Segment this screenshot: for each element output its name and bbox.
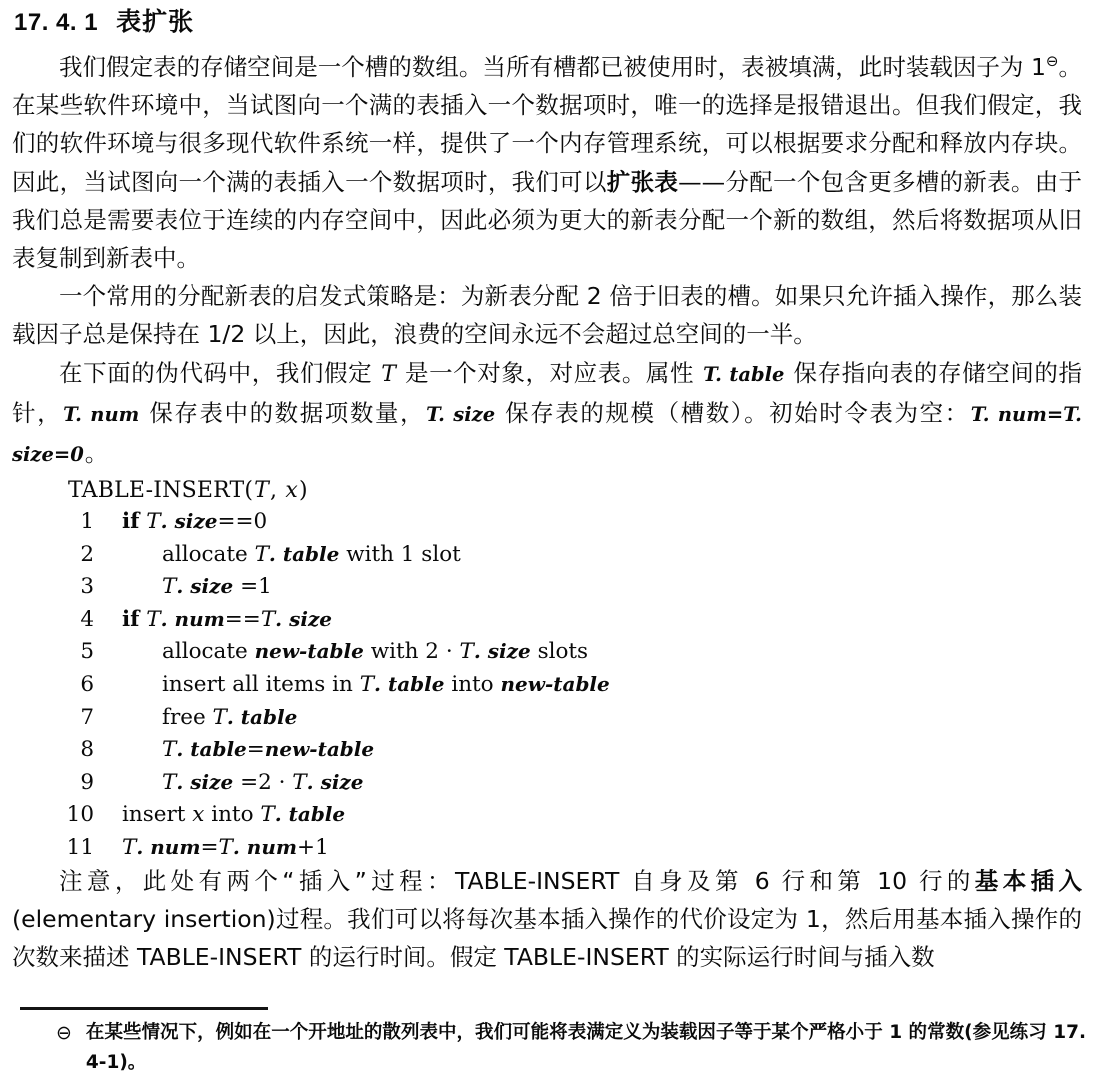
pseudocode-token-number: 1 xyxy=(315,834,329,860)
pseudocode-token-variable: T xyxy=(218,834,233,860)
pseudocode-line-number: 7 xyxy=(80,704,94,730)
pseudocode-line xyxy=(48,802,748,835)
pseudocode-token-variable: T xyxy=(212,704,227,730)
pseudocode-title xyxy=(68,478,748,503)
pseudocode-token-operator: · xyxy=(445,639,453,665)
math-equation-init: T. num=T. size=0 xyxy=(12,402,1082,467)
pseudocode-line xyxy=(48,770,748,803)
pseudocode-token-variable: T xyxy=(146,509,161,534)
math-var-T-1: T xyxy=(381,361,396,387)
pseudocode-arg-sep: , xyxy=(270,478,285,503)
pseudocode-proc-name: TABLE-INSERT( xyxy=(68,478,254,503)
pseudocode-token-identifier: . num xyxy=(136,834,201,859)
paragraph-4-text-b: (elementary insertion)过程。我们可以将每次基本插入操作的代价设定为 1，然后用基本插入操作的次数来描述 TABLE-INSERT 的运行时间。假定 TABLE-INSERT 的实际运行时间与插入数 xyxy=(12,905,1082,972)
pseudocode-lines xyxy=(48,509,748,868)
paragraph-4 xyxy=(12,862,1082,977)
pseudocode-line-content xyxy=(122,802,345,827)
pseudocode-token-operator: = xyxy=(240,574,259,600)
pseudocode-line xyxy=(48,639,748,672)
pseudocode-arg-x: x xyxy=(285,478,299,503)
pseudocode-line-number: 3 xyxy=(80,574,94,600)
footnote-marker: ⊖ xyxy=(56,1022,72,1044)
pseudocode-line xyxy=(48,737,748,770)
pseudocode-token-operator: == xyxy=(224,606,261,632)
pseudocode-token-operator: == xyxy=(217,509,254,534)
pseudocode-token-identifier: . table xyxy=(268,541,340,566)
pseudocode-line-content xyxy=(122,574,272,599)
pseudocode-token-identifier: new-table xyxy=(254,639,364,664)
pseudocode-line xyxy=(48,705,748,738)
pseudocode-token-variable: T xyxy=(162,769,177,795)
pseudocode-token-number: 1 xyxy=(258,574,272,600)
pseudocode-token-number: 2 xyxy=(258,769,272,795)
pseudocode-line-number: 8 xyxy=(80,737,94,763)
pseudocode-line-content xyxy=(122,607,332,632)
pseudocode-line-number: 9 xyxy=(80,769,94,795)
paragraph-3-text-f: 。 xyxy=(84,439,109,468)
pseudocode-token-variable: x xyxy=(192,802,205,828)
footnote-reference-marker: ⊖ xyxy=(1045,52,1059,71)
section-number: 17. 4. 1 xyxy=(14,9,99,36)
math-attr-T-table: T. table xyxy=(703,362,785,386)
pseudocode-block xyxy=(48,478,748,868)
pseudocode-arg-T: T xyxy=(254,478,270,503)
paragraph-1-text-b: 。在某些软件环境中，当试图向一个满的表插入一个数据项时，唯一的选择是报错退出。但我们假定，我们的软件环境与很多现代软件系统一样，提供了一个内存管理系统，可以根据要求分配和释放内存块。因此，当试图向一个满的表插入一个数据项时，我们可以 xyxy=(12,53,1083,196)
paragraph-1 xyxy=(12,48,1082,277)
pseudocode-token-text xyxy=(453,639,460,664)
pseudocode-line-content xyxy=(122,639,588,664)
pseudocode-line xyxy=(48,607,748,640)
paragraph-4-emphasis: 基本插入 xyxy=(974,867,1083,895)
pseudocode-token-text: into xyxy=(204,802,261,828)
paragraph-1-text-a: 我们假定表的存储空间是一个槽的数组。当所有槽都已被使用时，表被填满，此时装载因子为 1 xyxy=(59,53,1046,81)
body-text-block xyxy=(12,48,1082,474)
pseudocode-token-text: allocate xyxy=(162,541,255,567)
pseudocode-token-keyword: if xyxy=(122,509,140,534)
pseudocode-token-text: insert xyxy=(122,802,193,828)
pseudocode-line-content xyxy=(122,770,364,795)
pseudocode-token-variable: T xyxy=(260,606,276,632)
pseudocode-token-identifier: . num xyxy=(232,834,298,859)
footnote-separator-rule xyxy=(20,1007,268,1010)
math-attr-T-size: T. size xyxy=(426,402,496,426)
pseudocode-token-text: slots xyxy=(530,639,589,665)
pseudocode-token-identifier: . table xyxy=(176,737,247,762)
pseudocode-line-content xyxy=(122,542,461,567)
pseudocode-token-identifier: . table xyxy=(226,704,298,729)
pseudocode-token-identifier: . size xyxy=(176,769,234,794)
pseudocode-paren-close: ) xyxy=(299,478,308,503)
pseudocode-line xyxy=(48,509,748,542)
pseudocode-line-number: 1 xyxy=(80,509,94,534)
paragraph-3-text-e: 保存表的规模（槽数）。初始时令表为空： xyxy=(496,398,970,427)
pseudocode-token-variable: T xyxy=(260,802,275,828)
pseudocode-line-number: 6 xyxy=(80,671,94,697)
paragraph-2 xyxy=(12,277,1082,353)
pseudocode-token-operator: + xyxy=(297,834,316,860)
pseudocode-token-identifier: . size xyxy=(160,509,218,533)
pseudocode-token-identifier: . table xyxy=(274,802,346,827)
paragraph-3-text-c: 保存指向表的存储空间的指针， xyxy=(12,358,1082,427)
pseudocode-token-keyword: if xyxy=(122,606,140,632)
pseudocode-line-number: 2 xyxy=(80,541,94,567)
paragraph-3-text-a: 在下面的伪代码中，我们假定 xyxy=(59,358,381,387)
pseudocode-token-text: insert all items in xyxy=(162,671,360,697)
pseudocode-token-operator: = xyxy=(246,737,265,763)
pseudocode-token-identifier: . size xyxy=(306,769,364,794)
pseudocode-token-identifier: new-table xyxy=(264,737,375,762)
footnote-text: 在某些情况下，例如在一个开地址的散列表中，我们可能将表满定义为装载因子等于某个严格小于 1 的常数(参见练习 17. 4-1)。 xyxy=(85,1022,1086,1073)
pseudocode-token-identifier: new-table xyxy=(500,671,610,696)
pseudocode-line-content xyxy=(122,835,329,860)
pseudocode-token-operator: = xyxy=(240,769,259,795)
pseudocode-token-variable: T xyxy=(292,769,307,795)
pseudocode-token-identifier: . size xyxy=(275,606,333,631)
pseudocode-line xyxy=(48,672,748,705)
pseudocode-line-content xyxy=(122,509,267,534)
pseudocode-token-identifier: . size xyxy=(473,639,531,664)
section-title: 表扩张 xyxy=(116,7,195,36)
pseudocode-token-text: into xyxy=(444,671,501,697)
pseudocode-token-operator: = xyxy=(200,834,219,860)
pseudocode-token-variable: T xyxy=(122,834,137,860)
pseudocode-token-text: free xyxy=(162,704,213,730)
pseudocode-line xyxy=(48,574,748,607)
pseudocode-token-text xyxy=(272,770,279,795)
paragraph-3-text-d: 保存表中的数据项数量， xyxy=(140,398,426,427)
pseudocode-token-variable: T xyxy=(162,737,177,763)
pseudocode-line-number: 11 xyxy=(66,834,94,860)
pseudocode-token-number: 0 xyxy=(253,509,268,534)
pseudocode-line-number: 10 xyxy=(66,802,94,828)
pseudocode-line-content xyxy=(122,737,374,762)
pseudocode-token-variable: T xyxy=(146,606,161,632)
paragraph-3 xyxy=(12,354,1082,475)
math-attr-T-num: T. num xyxy=(63,402,140,426)
pseudocode-line-content xyxy=(122,672,610,697)
pseudocode-token-identifier: . size xyxy=(176,574,234,599)
pseudocode-token-identifier: . num xyxy=(160,606,225,631)
pseudocode-token-operator: · xyxy=(278,769,286,795)
pseudocode-token-text: with 2 xyxy=(363,639,446,665)
paragraph-1-emphasis: 扩张表 xyxy=(606,167,679,196)
paragraph-4-text-a: 注意，此处有两个“插入”过程：TABLE-INSERT 自身及第 6 行和第 10 行的 xyxy=(59,867,975,895)
pseudocode-line-number: 5 xyxy=(80,639,94,665)
pseudocode-line-content xyxy=(122,705,297,730)
paragraph-2-text: 一个常用的分配新表的启发式策略是：为新表分配 2 倍于旧表的槽。如果只允许插入操作，那么装载因子总是保持在 1/2 以上，因此，浪费的空间永远不会超过总空间的一半。 xyxy=(12,282,1082,349)
pseudocode-line-number: 4 xyxy=(80,606,94,632)
pseudocode-line xyxy=(48,542,748,575)
pseudocode-token-variable: T xyxy=(254,541,269,567)
pseudocode-token-variable: T xyxy=(162,574,177,600)
paragraph-3-text-b: 是一个对象，对应表。属性 xyxy=(396,358,703,387)
pseudocode-token-identifier: . table xyxy=(374,671,445,696)
footnote xyxy=(56,1018,1086,1078)
pseudocode-token-variable: T xyxy=(459,639,474,665)
section-heading xyxy=(14,2,194,38)
pseudocode-token-variable: T xyxy=(359,671,375,697)
closing-text-block xyxy=(12,862,1082,977)
paragraph-1-text-c: ——分配一个包含更多槽的新表。由于我们总是需要表位于连续的内存空间中，因此必须为更大的新表分配一个新的数组，然后将数据项从旧表复制到新表中。 xyxy=(12,167,1083,273)
pseudocode-token-text: allocate xyxy=(162,639,255,665)
pseudocode-token-text: with 1 slot xyxy=(339,541,461,567)
